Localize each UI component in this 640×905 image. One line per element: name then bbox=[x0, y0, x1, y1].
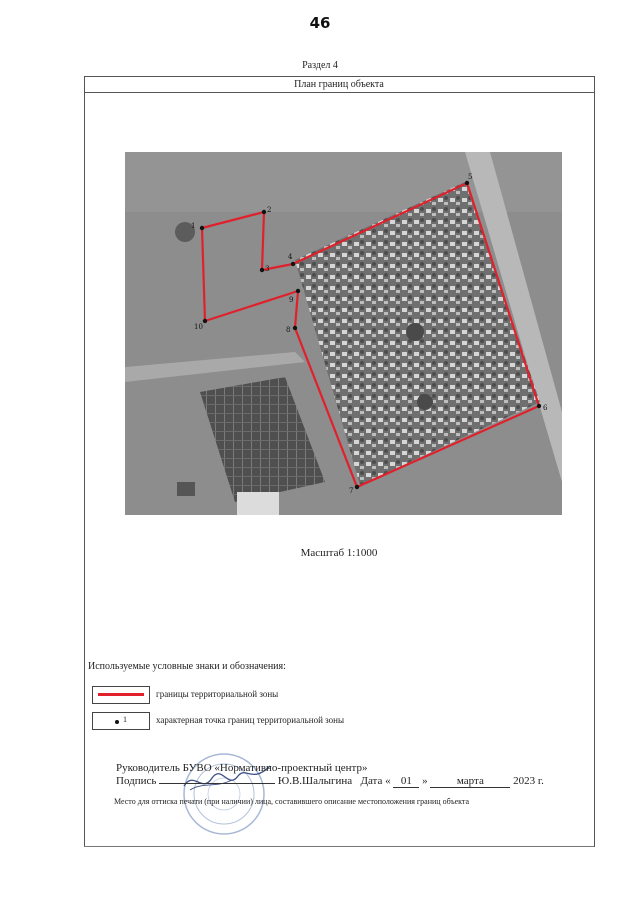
boundary-point bbox=[260, 268, 264, 272]
scale-label: Масштаб 1:1000 bbox=[300, 547, 378, 559]
point-marker-icon bbox=[115, 720, 119, 724]
signature-blank bbox=[159, 783, 275, 784]
map-svg bbox=[125, 152, 562, 515]
boundary-point bbox=[465, 181, 469, 185]
point-label: 10 bbox=[194, 323, 203, 331]
red-boundary-line-icon bbox=[98, 693, 144, 696]
point-label: 1 bbox=[191, 222, 196, 230]
legend-line-swatch bbox=[92, 686, 150, 704]
boundary-point bbox=[293, 326, 297, 330]
legend-title: Используемые условные знаки и обозначения: bbox=[88, 661, 286, 672]
frame-bottom-line bbox=[84, 846, 594, 847]
map-tree-3 bbox=[417, 394, 433, 410]
section-label: Раздел 4 bbox=[302, 60, 338, 71]
point-label: 6 bbox=[543, 404, 548, 412]
legend-line-label: границы территориальной зоны bbox=[156, 689, 279, 699]
boundary-point bbox=[200, 226, 204, 230]
signature-line bbox=[116, 775, 544, 788]
legend-point-label: характерная точка границ территориальной зоны bbox=[156, 715, 345, 725]
date-word: Дата « bbox=[360, 775, 391, 787]
boundary-point bbox=[296, 289, 300, 293]
date-year: 2023 г. bbox=[513, 775, 544, 787]
point-label: 8 bbox=[286, 326, 291, 334]
sign-word: Подпись bbox=[116, 775, 157, 787]
legend-point-number: 1 bbox=[123, 715, 127, 724]
point-label: 4 bbox=[288, 253, 293, 261]
boundary-point bbox=[203, 319, 207, 323]
director-line: Руководитель БУВО «Нормативно-проектный центр» bbox=[116, 762, 368, 774]
stamp-place-note: Место для оттиска печати (при наличии) лица, составившего описание местоположения границ объекта bbox=[114, 797, 470, 806]
point-label: 5 bbox=[468, 173, 473, 181]
plan-title: План границ объекта bbox=[84, 77, 594, 93]
legend-point-swatch bbox=[92, 712, 150, 730]
point-label: 2 bbox=[267, 206, 272, 214]
point-label: 3 bbox=[265, 265, 270, 273]
page-number: 46 bbox=[309, 14, 331, 32]
map-tree-2 bbox=[406, 323, 424, 341]
signer-name: Ю.В.Шалыгина bbox=[277, 775, 353, 787]
boundary-point bbox=[355, 485, 359, 489]
satellite-map bbox=[125, 152, 562, 515]
date-month: марта bbox=[430, 775, 510, 788]
date-close-quote: » bbox=[422, 775, 428, 787]
point-label: 7 bbox=[349, 487, 354, 495]
map-building bbox=[237, 492, 279, 515]
boundary-point bbox=[291, 262, 295, 266]
point-label: 9 bbox=[289, 296, 294, 304]
date-day: 01 bbox=[393, 775, 419, 788]
boundary-point bbox=[262, 210, 266, 214]
map-building-2 bbox=[177, 482, 195, 496]
stamp-and-signature bbox=[172, 744, 276, 840]
boundary-point bbox=[537, 404, 541, 408]
